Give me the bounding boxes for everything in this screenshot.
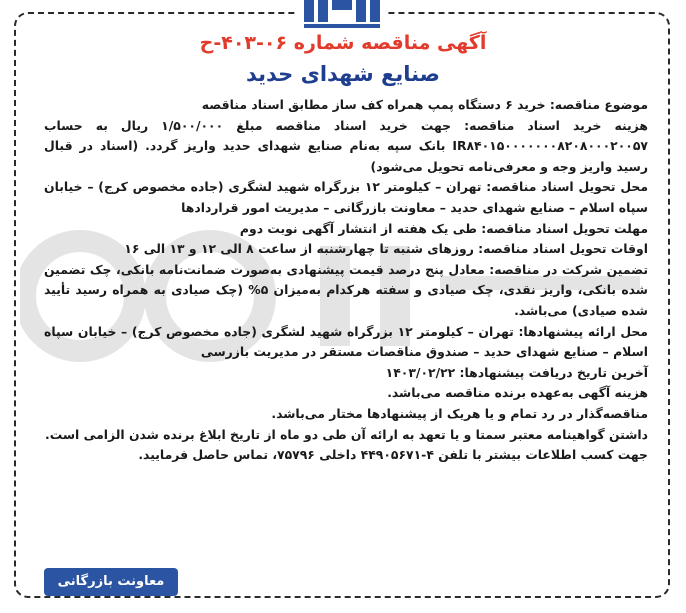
participation-guarantee: تضمین شرکت در مناقصه: معادل پنج درصد قیمت پیشنهادی به‌صورت ضمانت‌نامه بانکی، چک تضمین شده بانکی، واریز نقدی، چک صیادی و سفته هرکدام به‌میزان ۵% (چک صیادی به همراه رسید تأیید شده صیادی) می‌باشد.: [44, 261, 648, 318]
advertisement-cost: هزینه آگهی به‌عهده برنده مناقصه می‌باشد.: [387, 385, 648, 401]
department-badge: معاونت بازرگانی: [44, 568, 178, 596]
company-logo-icon: [296, 0, 388, 30]
certificate-requirement: داشتن گواهینامه معتبر سمتا و یا تعهد به ارائه آن طی دو ماه از تاریخ ابلاغ برنده شدن الزامی است.: [45, 426, 648, 442]
document-delivery-hours: اوقات تحویل اسناد مناقصه: روزهای شنبه تا چهارشنبه از ساعت ۸ الی ۱۲ و ۱۳ الی ۱۶: [124, 241, 648, 257]
proposal-submission-location: محل ارائه پیشنهادها: تهران – کیلومتر ۱۲ بزرگراه شهید لشگری (جاده مخصوص کرج) – خیابان سپاه اسلام – صنایع شهدای حدید – صندوق مناقصات مستقر در مدیریت بازرسی: [44, 323, 648, 360]
tender-title: آگهی مناقصه شماره ۰۶-۴۰۳-ح: [199, 32, 487, 54]
rejection-right: مناقصه‌گذار در رد تمام و یا هریک از پیشنهادها مختار می‌باشد.: [271, 405, 648, 421]
proposal-deadline: آخرین تاریخ دریافت پیشنهادها: ۱۴۰۳/۰۲/۲۲: [385, 364, 648, 380]
document-delivery-location: محل تحویل اسناد مناقصه: تهران – کیلومتر ۱۲ بزرگراه شهید لشگری (جاده مخصوص کرج) – خیابان سپاه اسلام – صنایع شهدای حدید – معاونت بازرگانی – مدیریت امور قراردادها: [44, 179, 648, 215]
notice-body: [44, 95, 648, 466]
company-name: صنایع شهدای حدید: [246, 62, 440, 86]
contact-info: جهت کسب اطلاعات بیشتر با تلفن ۴-۴۴۹۰۵۶۷۱ داخلی ۷۵۷۹۶، تماس حاصل فرمایید.: [138, 447, 648, 463]
document-cost: هزینه خرید اسناد مناقصه: جهت خرید اسناد مناقصه مبلغ ۱/۵۰۰/۰۰۰ ریال به حساب IR۸۴۰۱۵۰۰۰۰۰۰۰۸۲۰۸۰۰۰۲۰۰۵۷ بانک سپه به‌نام صنایع شهدای حدید واریز گردد. (اسناد در قبال رسید واریز وجه و معرفی‌نامه تحویل می‌شود): [44, 117, 648, 174]
document-delivery-deadline: مهلت تحویل اسناد مناقصه: طی یک هفته از انتشار آگهی نوبت دوم: [239, 220, 648, 236]
tender-subject: موضوع مناقصه: خرید ۶ دستگاه پمپ همراه کف ساز مطابق اسناد مناقصه: [201, 97, 648, 112]
